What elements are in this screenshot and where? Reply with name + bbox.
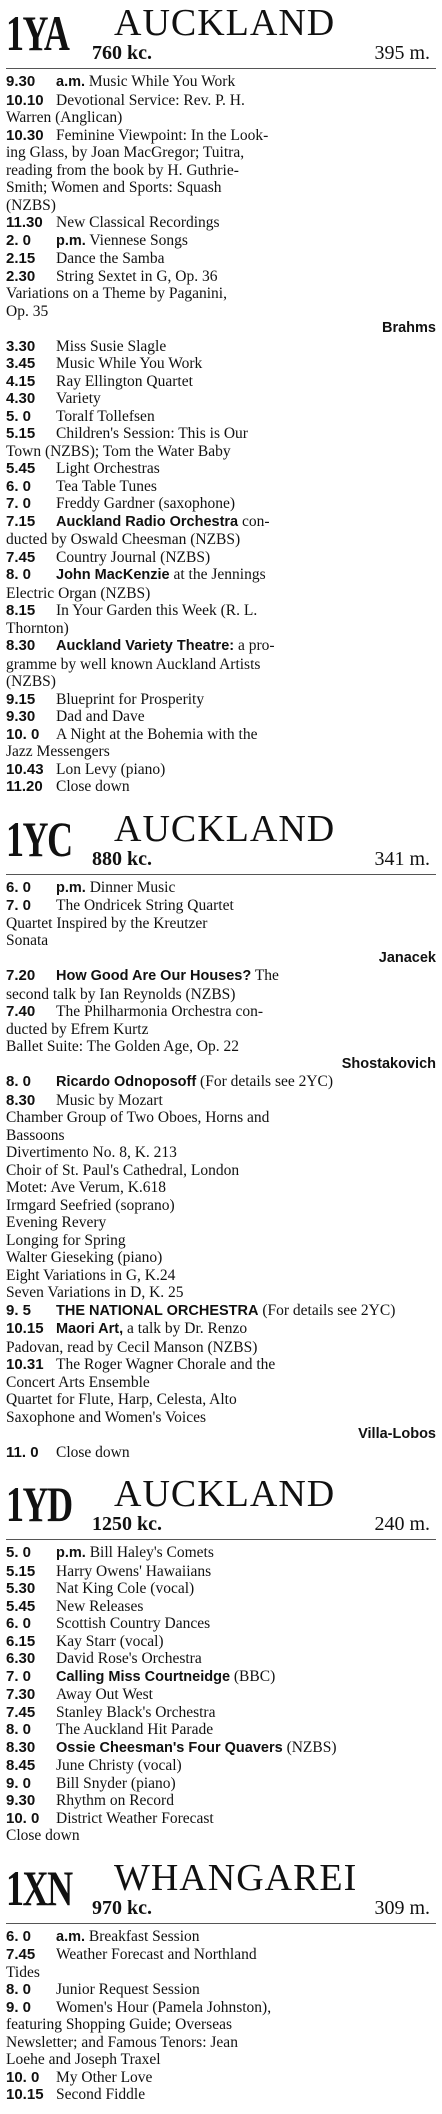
- programme-item: [6, 1615, 436, 1633]
- programme-time: 6. 0: [6, 1615, 32, 1632]
- programme-time: 10.15: [6, 1320, 44, 1337]
- programme-text: Viennese Songs: [89, 231, 188, 249]
- programme-composer: Villa-Lobos: [358, 1426, 436, 1442]
- programme-time: 7. 0: [6, 1667, 32, 1685]
- programme-item: [6, 2069, 436, 2087]
- programme-ampm: p.m.: [56, 879, 86, 896]
- programme-time: 8. 0: [6, 1073, 32, 1090]
- programme-text: Music While You Work: [88, 73, 236, 90]
- programme-text: Evening Revery: [6, 1214, 107, 1231]
- programme-time: 7. 0: [6, 897, 32, 914]
- programme-highlight: John MacKenzie: [56, 567, 170, 583]
- programme-ampm: a.m.: [56, 1928, 86, 1945]
- station-callsign: 1YD: [6, 1476, 72, 1532]
- programme-text: Close down: [56, 1443, 130, 1461]
- programme-composer: Brahms: [382, 320, 436, 336]
- programme-text: Choir of St. Paul's Cathedral, London: [6, 1161, 240, 1179]
- programme-text: Longing for Spring: [6, 1231, 126, 1249]
- programme-item: [6, 513, 436, 549]
- programme-text: Ballet Suite: The Golden Age, Op. 22: [6, 1038, 240, 1055]
- programme-text: Jazz Messengers: [6, 743, 110, 760]
- programme-composer: Shostakovich: [341, 1055, 436, 1072]
- programme-time: 7.30: [6, 1686, 36, 1703]
- station-wavelength: 309 m.: [374, 1896, 430, 1919]
- programme-time: 9.30: [6, 1792, 36, 1809]
- programme-item: [6, 1981, 436, 1999]
- programme-text: Walter Gieseking (piano): [6, 1249, 163, 1266]
- programme-text: New Releases: [56, 1597, 144, 1615]
- programme-text: Chamber Group of Two Oboes, Horns and: [6, 1109, 270, 1126]
- programme-item: [6, 478, 436, 496]
- programme-time: 9.30: [6, 73, 36, 90]
- programme-text: Variations on a Theme by Paganini,: [6, 285, 227, 302]
- programme-ampm: p.m.: [56, 232, 86, 249]
- programme-item: [6, 408, 436, 426]
- programme-text: Miss Susie Slagle: [56, 337, 167, 355]
- station-header: [6, 807, 436, 875]
- programme-time: 5. 0: [6, 407, 32, 425]
- programme-item: [6, 338, 436, 356]
- programme-highlight: How Good Are Our Houses?: [56, 968, 252, 984]
- programme-item: [6, 460, 436, 478]
- programme-item: [6, 232, 436, 251]
- programme-ampm: p.m.: [56, 1545, 86, 1561]
- programme-item: [6, 1721, 436, 1739]
- programme-time: 7.15: [6, 512, 36, 530]
- programme-text: ducted by Efrem Kurtz: [6, 1020, 149, 1038]
- programme-item: [6, 390, 436, 408]
- programme-time: 11. 0: [6, 1443, 39, 1461]
- programme-item: [6, 726, 436, 761]
- programme-time: 11.30: [6, 214, 43, 231]
- programme-item: [6, 1356, 436, 1444]
- programme-highlight: Auckland Variety Theatre:: [56, 638, 235, 654]
- programme-item: [6, 1444, 436, 1462]
- programme-text: Harry Owens' Hawaiians: [56, 1562, 212, 1580]
- programme-item: [6, 691, 436, 709]
- programme-item: [6, 127, 436, 215]
- programme-time: 8.30: [6, 637, 36, 654]
- programme-text: Freddy Gardner (saxophone): [56, 495, 236, 512]
- programme-item: [6, 1999, 436, 2069]
- programme-highlight: Ricardo Odnoposoff: [56, 1074, 197, 1090]
- programme-text: Bill Haley's Comets: [89, 1544, 214, 1561]
- programme-text: Kay Starr (vocal): [56, 1632, 164, 1650]
- station-city: AUCKLAND: [114, 2, 336, 44]
- station-header: [6, 4, 436, 69]
- programme-time: 8.15: [6, 602, 36, 619]
- programme-time: 9.30: [6, 708, 36, 725]
- programme-item: [6, 1810, 436, 1845]
- programme-text: gramme by well known Auckland Artists: [6, 655, 261, 673]
- programme-item: [6, 214, 436, 232]
- programme-text: The Auckland Hit Parade: [56, 1721, 214, 1738]
- programme-time: 10. 0: [6, 725, 40, 743]
- programme-text: Close down: [56, 778, 130, 795]
- programme-text: The Ondricek String Quartet: [56, 897, 234, 914]
- programme-item: [6, 92, 436, 127]
- station-frequency: 970 kc.: [92, 1896, 152, 1919]
- programme-item: [6, 897, 436, 967]
- programme-time: 6.30: [6, 1650, 36, 1667]
- programme-text: Weather Forecast and Northland: [56, 1946, 257, 1963]
- programme-text: Op. 35: [6, 302, 49, 320]
- programme-text: New Classical Recordings: [56, 214, 220, 231]
- programme-time: 10. 0: [6, 2068, 40, 2086]
- programme-time: 8. 0: [6, 1981, 32, 1998]
- programme-time: 10.15: [6, 2086, 44, 2103]
- programme-time: 11.20: [6, 778, 43, 795]
- programme-time: 5.45: [6, 460, 36, 477]
- programme-item: [6, 1073, 436, 1092]
- programme-time: 7.45: [6, 548, 36, 566]
- programme-item: [6, 1633, 436, 1651]
- programme-time: 9. 0: [6, 1998, 32, 2016]
- programme-text: Quartet for Flute, Harp, Celesta, Alto: [6, 1391, 237, 1408]
- programme-time: 6. 0: [6, 1927, 32, 1945]
- programme-highlight: Auckland Radio Orchestra: [56, 513, 239, 530]
- programme-item: [6, 73, 436, 92]
- programme-text: Divertimento No. 8, K. 213: [6, 1144, 177, 1161]
- programme-time: 6. 0: [6, 477, 32, 495]
- programme-item: [6, 761, 436, 779]
- programme-text: Seven Variations in D, K. 25: [6, 1284, 184, 1301]
- programme-item: [6, 1650, 436, 1668]
- programme-text: Irmgard Seefried (soprano): [6, 1196, 175, 1214]
- programme-item: [6, 1739, 436, 1758]
- programme-text: Blueprint for Prosperity: [56, 690, 205, 708]
- programme-item: [6, 1320, 436, 1356]
- programme-text: Nat King Cole (vocal): [56, 1580, 195, 1597]
- programme-text: Music While You Work: [56, 355, 203, 372]
- programme-time: 8. 0: [6, 1721, 32, 1738]
- programme-item: [6, 602, 436, 637]
- programme-item: [6, 778, 436, 796]
- station-frequency: 880 kc.: [92, 847, 152, 870]
- programme-text: Sonata: [6, 932, 49, 949]
- programme-text: Loehe and Joseph Traxel: [6, 2051, 161, 2068]
- programme-item: [6, 1946, 436, 1981]
- programme-text: Junior Request Session: [56, 1981, 200, 1998]
- programme-time: 3.45: [6, 355, 36, 372]
- programme-text: con-: [241, 512, 270, 530]
- programme-text: a pro-: [237, 637, 275, 654]
- programme-time: 9.15: [6, 690, 36, 708]
- programme-time: 10.43: [6, 760, 44, 778]
- programme-item: [6, 355, 436, 373]
- programme-text: District Weather Forecast: [56, 1809, 214, 1827]
- programme-item: [6, 373, 436, 391]
- programme-composer: Janacek: [378, 949, 436, 966]
- programme-time: 7.20: [6, 967, 36, 984]
- programme-time: 3.30: [6, 337, 36, 355]
- programme-time: 10.10: [6, 91, 44, 109]
- programme-text: David Rose's Orchestra: [56, 1650, 202, 1667]
- programme-text: Newsletter; and Famous Tenors: Jean: [6, 2033, 238, 2051]
- programme-time: 2. 0: [6, 231, 32, 249]
- programme-time: 6. 0: [6, 878, 32, 896]
- programme-time: 7.45: [6, 1946, 36, 1963]
- station-wavelength: 395 m.: [374, 42, 430, 64]
- programme-item: [6, 1686, 436, 1704]
- station-header: [6, 1856, 436, 1924]
- programme-text: Breakfast Session: [88, 1927, 200, 1945]
- station-callsign: 1YA: [6, 5, 69, 61]
- programme-time: 10. 0: [6, 1809, 40, 1827]
- programme-text: Quartet Inspired by the Kreutzer: [6, 914, 208, 932]
- programme-text: Electric Organ (NZBS): [6, 584, 151, 602]
- programme-item: [6, 1302, 436, 1321]
- programme-item: [6, 1598, 436, 1616]
- programme-time: 8.45: [6, 1757, 36, 1774]
- programme-text: Saxophone and Women's Voices: [6, 1408, 207, 1426]
- programme-item: [6, 1544, 436, 1563]
- programme-text: second talk by Ian Reynolds (NZBS): [6, 985, 236, 1003]
- programme-text: featuring Shopping Guide; Overseas: [6, 2016, 232, 2033]
- programme-text: (For details see 2YC): [200, 1073, 334, 1090]
- station-section: [6, 1856, 436, 2104]
- programme-text: (For details see 2YC): [262, 1301, 396, 1319]
- programme-text: Thornton): [6, 619, 69, 637]
- programme-item: [6, 1928, 436, 1947]
- station-section: [6, 4, 436, 796]
- station-section: [6, 807, 436, 1462]
- station-callsign: 1XN: [6, 1859, 72, 1916]
- station-wavelength: 341 m.: [374, 847, 430, 870]
- programme-text: Scottish Country Dances: [56, 1615, 211, 1632]
- programme-text: June Christy (vocal): [56, 1757, 182, 1774]
- programme-text: Concert Arts Ensemble: [6, 1373, 150, 1391]
- programme-item: [6, 2086, 436, 2104]
- programme-item: [6, 637, 436, 691]
- programme-text: Children's Session: This is Our: [56, 425, 248, 442]
- station-callsign: 1YC: [6, 810, 72, 867]
- programme-text: (BBC): [233, 1667, 276, 1685]
- programme-item: [6, 879, 436, 898]
- programme-text: Ray Ellington Quartet: [56, 372, 193, 390]
- programme-time: 8.30: [6, 1738, 36, 1756]
- programme-time: 2.30: [6, 267, 36, 285]
- programme-item: [6, 1092, 436, 1302]
- programme-item: [6, 1757, 436, 1775]
- programme-text: at the Jennings: [173, 566, 266, 583]
- programme-item: [6, 425, 436, 460]
- programme-item: [6, 549, 436, 567]
- station-city: AUCKLAND: [114, 807, 336, 850]
- programme-item: [6, 708, 436, 726]
- programme-time: 5.15: [6, 425, 36, 442]
- programme-text: Rhythm on Record: [56, 1792, 174, 1809]
- programme-time: 5. 0: [6, 1544, 32, 1561]
- programme-item: [6, 495, 436, 513]
- programme-text: Devotional Service: Rev. P. H.: [56, 91, 245, 109]
- programme-text: String Sextet in G, Op. 36: [56, 267, 218, 285]
- station-city: WHANGAREI: [114, 1856, 358, 1899]
- programme-time: 7.40: [6, 1003, 36, 1020]
- programme-item: [6, 250, 436, 268]
- programme-text: Lon Levy (piano): [56, 760, 166, 778]
- programme-time: 5.45: [6, 1597, 36, 1615]
- programme-text: (NZBS): [6, 196, 56, 214]
- station-section: [6, 1475, 436, 1845]
- programme-item: [6, 1704, 436, 1722]
- programme-text: Away Out West: [56, 1686, 153, 1703]
- programme-time: 5.15: [6, 1562, 36, 1580]
- station-header: [6, 1475, 436, 1540]
- programme-text: Padovan, read by Cecil Manson (NZBS): [6, 1338, 258, 1356]
- programme-highlight: Calling Miss Courtneidge: [56, 1668, 231, 1685]
- programme-text: Tides: [6, 1963, 40, 1981]
- station-city: AUCKLAND: [114, 1473, 336, 1515]
- programme-item: [6, 1775, 436, 1793]
- programme-time: 10.30: [6, 126, 44, 144]
- programme-time: 7.45: [6, 1703, 36, 1721]
- programme-text: The Philharmonia Orchestra con-: [56, 1003, 264, 1020]
- programme-time: 8. 0: [6, 566, 32, 583]
- programme-time: 9. 5: [6, 1301, 32, 1319]
- programme-text: reading from the book by H. Guthrie-: [6, 161, 239, 179]
- programme-text: Town (NZBS); Tom the Water Baby: [6, 442, 231, 460]
- programme-highlight: Ossie Cheesman's Four Quavers: [56, 1739, 283, 1756]
- programme-text: Toralf Tollefsen: [56, 407, 155, 425]
- programme-text: Close down: [6, 1827, 80, 1844]
- programme-time: 10.31: [6, 1356, 44, 1373]
- programme-item: [6, 268, 436, 338]
- programme-text: Variety: [56, 390, 101, 407]
- programme-text: Smith; Women and Sports: Squash: [6, 179, 222, 196]
- programme-text: a talk by Dr. Renzo: [127, 1320, 248, 1337]
- programme-highlight: THE NATIONAL ORCHESTRA: [56, 1302, 259, 1319]
- programme-item: [6, 967, 436, 1003]
- programme-text: Dad and Dave: [56, 708, 145, 725]
- programme-text: The: [254, 967, 279, 984]
- programme-time: 7. 0: [6, 495, 32, 512]
- programme-text: Women's Hour (Pamela Johnston),: [56, 1998, 272, 2016]
- programme-text: Bassoons: [6, 1126, 65, 1144]
- programme-item: [6, 1668, 436, 1687]
- programme-time: 6.15: [6, 1632, 36, 1650]
- programme-text: A Night at the Bohemia with the: [56, 725, 258, 743]
- programme-text: In Your Garden this Week (R. L.: [56, 602, 258, 619]
- programme-ampm: a.m.: [56, 74, 86, 90]
- programme-text: Stanley Black's Orchestra: [56, 1703, 216, 1721]
- programme-text: Eight Variations in G, K.24: [6, 1266, 176, 1284]
- programme-item: [6, 1580, 436, 1598]
- programme-text: Light Orchestras: [56, 460, 160, 477]
- programme-text: Country Journal (NZBS): [56, 548, 211, 566]
- programme-text: Motet: Ave Verum, K.618: [6, 1179, 167, 1196]
- station-frequency: 1250 kc.: [92, 1513, 162, 1535]
- programme-text: My Other Love: [56, 2068, 153, 2086]
- programme-text: Dance the Samba: [56, 250, 165, 267]
- station-wavelength: 240 m.: [374, 1513, 430, 1535]
- programme-item: [6, 1792, 436, 1810]
- programme-time: 4.30: [6, 390, 36, 407]
- programme-text: (NZBS): [6, 673, 56, 690]
- programme-text: The Roger Wagner Chorale and the: [56, 1356, 276, 1373]
- programme-text: Dinner Music: [89, 878, 176, 896]
- programme-text: Feminine Viewpoint: In the Look-: [56, 126, 269, 144]
- programme-text: (NZBS): [286, 1738, 337, 1756]
- programme-text: Second Fiddle: [56, 2086, 146, 2103]
- programme-time: 9. 0: [6, 1774, 32, 1792]
- programme-text: Warren (Anglican): [6, 109, 123, 126]
- station-frequency: 760 kc.: [92, 42, 152, 64]
- programme-item: [6, 1003, 436, 1073]
- programme-time: 4.15: [6, 372, 36, 390]
- programme-text: Tea Table Tunes: [56, 477, 157, 495]
- programme-highlight: Maori Art,: [56, 1321, 124, 1337]
- programme-time: 8.30: [6, 1091, 36, 1109]
- programme-item: [6, 566, 436, 602]
- programme-text: ing Glass, by Joan MacGregor; Tuitra,: [6, 144, 245, 161]
- programme-text: ducted by Oswald Cheesman (NZBS): [6, 531, 241, 548]
- programme-text: Bill Snyder (piano): [56, 1774, 176, 1792]
- programme-text: Music by Mozart: [56, 1091, 163, 1109]
- programme-time: 5.30: [6, 1580, 36, 1597]
- programme-time: 2.15: [6, 250, 36, 267]
- programme-item: [6, 1563, 436, 1581]
